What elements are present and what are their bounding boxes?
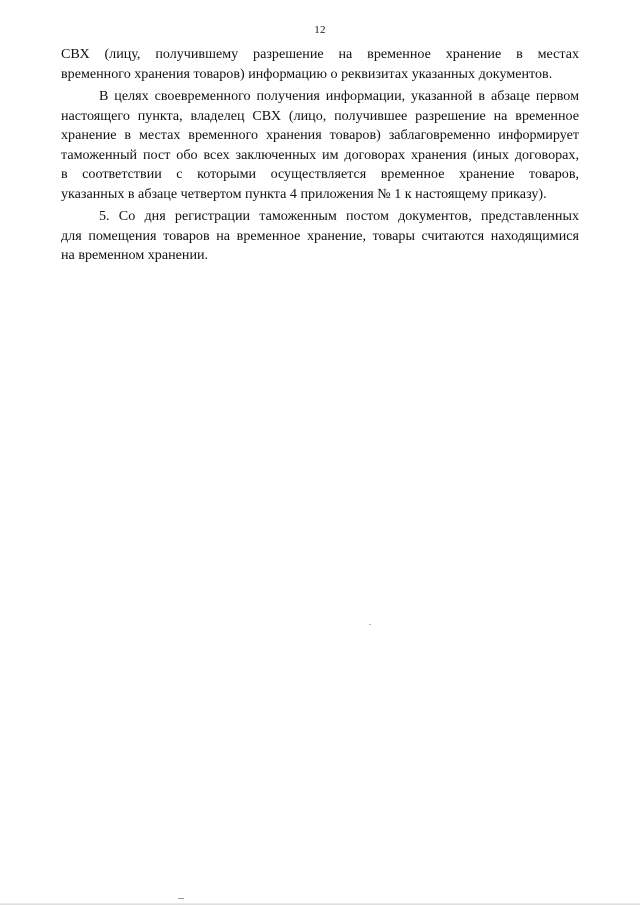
text-line: для помещения товаров на временное хранение, товары считаются находящимися: [61, 227, 579, 244]
text-line: таможенный пост обо всех заключенных им договорах хранения (иных договорах,: [61, 146, 579, 163]
document-body: [61, 45, 579, 269]
text-line: 5. Со дня регистрации таможенным постом документов, представленных: [99, 208, 579, 224]
paragraph-timely-information: [61, 87, 579, 204]
scan-mark: [178, 898, 184, 899]
page-number: 12: [314, 24, 326, 36]
paragraph-item-5: [61, 207, 579, 266]
text-line: хранение в местах временного хранения товаров) заблаговременно информирует: [61, 127, 579, 143]
text-line: СВХ (лицу, получившему разрешение на временное хранение в местах: [61, 46, 579, 62]
text-line: в соответствии с которыми осуществляется временное хранение товаров,: [61, 166, 579, 182]
text-line: указанных в абзаце четвертом пункта 4 приложения № 1 к настоящему приказу).: [61, 185, 547, 202]
paragraph-continuation: [61, 45, 579, 84]
text-line: настоящего пункта, владелец СВХ (лицо, получившее разрешение на временное: [61, 107, 579, 124]
scan-speck: [369, 624, 371, 625]
text-line: на временном хранении.: [61, 247, 209, 263]
text-line: временного хранения товаров) информацию о реквизитах указанных документов.: [61, 65, 553, 82]
text-line: В целях своевременного получения информации, указанной в абзаце первом: [99, 88, 579, 104]
